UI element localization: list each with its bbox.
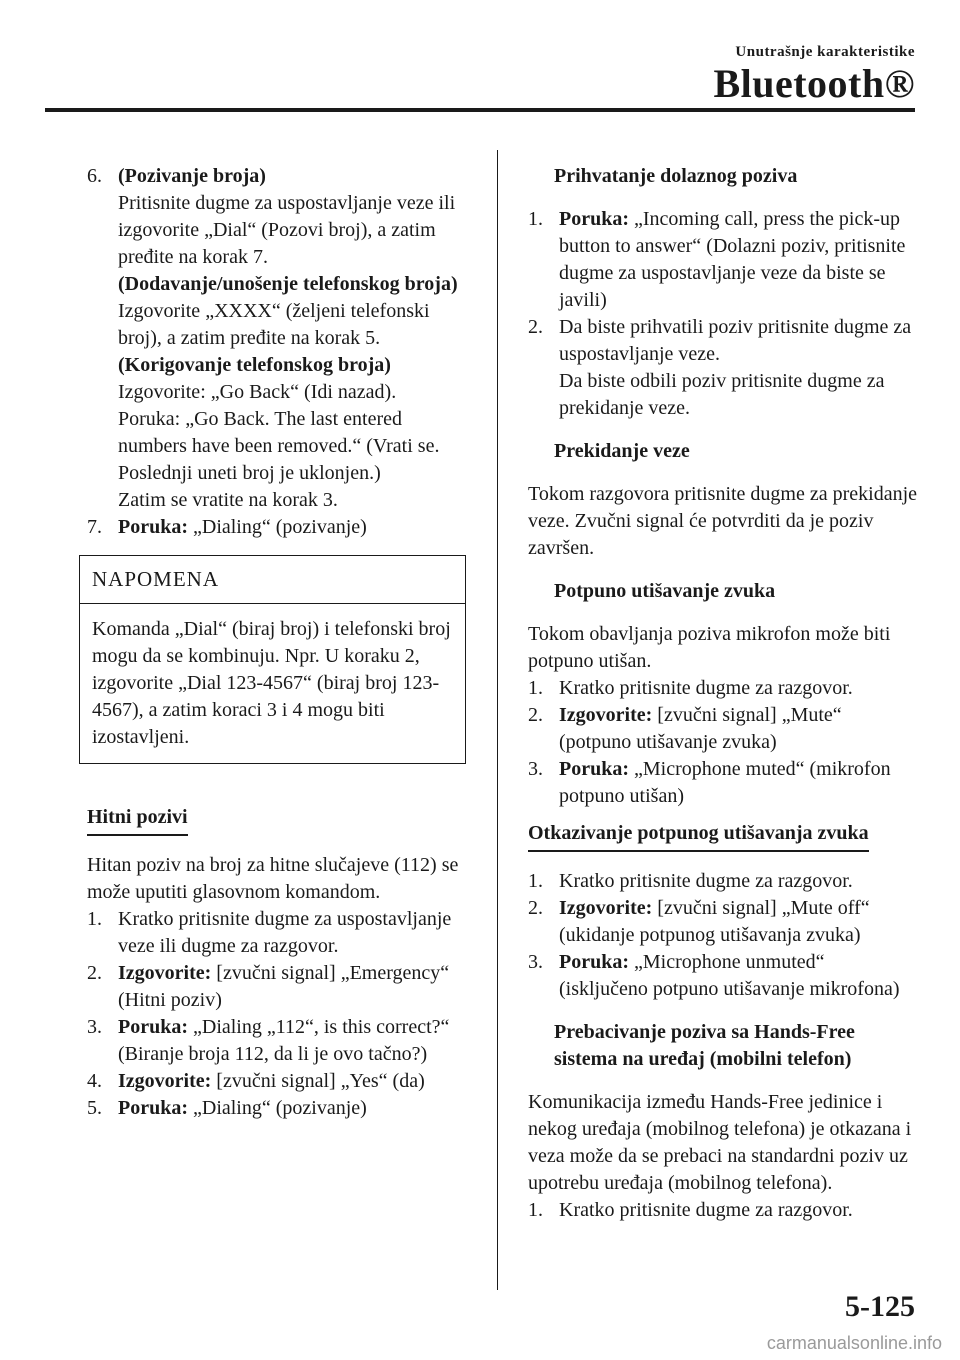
step-number: 1.	[528, 870, 543, 892]
incoming-steps	[528, 206, 918, 368]
step-label: Izgovorite:	[118, 1070, 212, 1092]
step-number: 1.	[528, 208, 543, 230]
note-title: NAPOMENA	[80, 556, 465, 604]
mute-steps	[528, 675, 918, 810]
emergency-section	[87, 804, 472, 1122]
header-rule	[45, 108, 915, 112]
step-text: Kratko pritisnite dugme za razgovor.	[559, 870, 853, 892]
list-item	[87, 1014, 472, 1068]
section-text: Tokom razgovora pritisnite dugme za prekidanje veze. Zvučni signal će potvrditi da je poziv završen.	[528, 483, 918, 559]
incoming-section	[528, 163, 918, 422]
step-text: [zvučni signal] „Mute off“ (ukidanje potpunog utišavanja zvuka)	[559, 897, 870, 946]
left-column	[87, 163, 472, 1122]
list-item	[528, 868, 918, 895]
step-number: 6.	[87, 165, 102, 187]
step-text: Izgovorite „XXXX“ (željeni telefonski broj), a zatim pređite na korak 5.	[118, 300, 430, 349]
right-column	[528, 163, 918, 1224]
step-number: 3.	[528, 758, 543, 780]
list-item	[528, 949, 918, 1003]
step-text: [zvučni signal] „Emergency“ (Hitni poziv)	[118, 962, 450, 1011]
list-item	[87, 906, 472, 960]
note-text: Komanda „Dial“ (biraj broj) i telefonski broj mogu da se kombinuju. Npr. U koraku 2, izgovorite „Dial 123-4567“ (biraj broj 123-4567), a zatim koraci 3 i 4 mogu biti izostavljeni.	[92, 618, 451, 748]
step-7	[87, 514, 472, 541]
step-text: „Dialing“ (pozivanje)	[193, 1097, 367, 1119]
mute-section	[528, 578, 918, 810]
step-number: 2.	[528, 897, 543, 919]
list-item	[528, 895, 918, 949]
step-subheading: (Korigovanje telefonskog broja)	[118, 354, 391, 376]
section-text: Komunikacija između Hands-Free jedinice i nekog uređaja (mobilnog telefona) je otkazana i veza može da se prebaci na standardni poziv uz upotrebu uređaja (mobilnog telefona).	[528, 1091, 912, 1194]
emergency-steps	[87, 906, 472, 1122]
step-text: Zatim se vratite na korak 3.	[118, 489, 338, 511]
list-item	[528, 675, 918, 702]
step-number: 1.	[528, 1199, 543, 1221]
step-label: Izgovorite:	[559, 897, 653, 919]
step-text: „Dialing“ (pozivanje)	[193, 516, 367, 538]
list-item	[528, 206, 918, 314]
step-label: Poruka:	[559, 208, 629, 230]
hangup-section	[528, 438, 918, 562]
unmute-section	[528, 820, 918, 1003]
list-item	[528, 756, 918, 810]
step-number: 3.	[528, 951, 543, 973]
step-extra-text: Da biste odbili poziv pritisnite dugme za prekidanje veze.	[559, 370, 885, 419]
header-section: Unutrašnje karakteristike	[735, 44, 915, 60]
step-subheading: (Pozivanje broja)	[118, 165, 266, 187]
step-text: „Microphone muted“ (mikrofon potpuno utišan)	[559, 758, 891, 807]
step-number: 2.	[528, 316, 543, 338]
step-number: 2.	[528, 704, 543, 726]
step-label: Poruka:	[118, 516, 188, 538]
step-text: Pritisnite dugme za uspostavljanje veze ili izgovorite „Dial“ (Pozovi broj), a zatim pređite na korak 7.	[118, 192, 456, 268]
step-label: Poruka:	[118, 1016, 188, 1038]
section-heading: Prihvatanje dolaznog poziva	[554, 165, 798, 187]
list-item	[528, 1197, 918, 1224]
step-label: Poruka:	[559, 758, 629, 780]
step-number: 1.	[87, 908, 102, 930]
step-label: Poruka:	[559, 951, 629, 973]
step-number: 7.	[87, 516, 102, 538]
page-number: 5-125	[845, 1290, 915, 1323]
step-number: 2.	[87, 962, 102, 984]
step-number: 3.	[87, 1016, 102, 1038]
note-box	[79, 555, 466, 764]
section-heading: Otkazivanje potpunog utišavanja zvuka	[528, 820, 869, 852]
step-6	[87, 163, 472, 514]
step-label: Poruka:	[118, 1097, 188, 1119]
step-text: Kratko pritisnite dugme za razgovor.	[559, 677, 853, 699]
step-text: „Incoming call, press the pick-up button to answer“ (Dolazni poziv, pritisnite dugme za uspostavljanje veze da biste se javili)	[559, 208, 906, 311]
transfer-steps	[528, 1197, 918, 1224]
list-item	[87, 960, 472, 1014]
section-heading: Hitni pozivi	[87, 804, 188, 836]
step-text: Da biste prihvatili poziv pritisnite dugme za uspostavljanje veze.	[559, 316, 912, 365]
section-heading: Prekidanje veze	[554, 440, 690, 462]
list-item	[528, 702, 918, 756]
step-text: [zvučni signal] „Yes“ (da)	[216, 1070, 425, 1092]
section-intro: Hitan poziv na broj za hitne slučajeve (112) se može uputiti glasovnom komandom.	[87, 854, 459, 903]
step-text: [zvučni signal] „Mute“ (potpuno utišavanje zvuka)	[559, 704, 842, 753]
column-divider	[497, 150, 498, 1290]
step-text: Kratko pritisnite dugme za razgovor.	[559, 1199, 853, 1221]
step-label: Izgovorite:	[118, 962, 212, 984]
section-heading: Prebacivanje poziva sa Hands-Free sistema na uređaj (mobilni telefon)	[554, 1021, 855, 1070]
step-number: 1.	[528, 677, 543, 699]
step-text: Izgovorite: „Go Back“ (Idi nazad).	[118, 381, 397, 403]
step-number: 5.	[87, 1097, 102, 1119]
step-text: „Microphone unmuted“ (isključeno potpuno utišavanje mikrofona)	[559, 951, 900, 1000]
unmute-steps	[528, 868, 918, 1003]
step-number: 4.	[87, 1070, 102, 1092]
step-text: Poruka: „Go Back. The last entered numbers have been removed.“ (Vrati se. Poslednji uneti broj je uklonjen.)	[118, 408, 440, 484]
step-label: Izgovorite:	[559, 704, 653, 726]
list-item	[528, 314, 918, 368]
header-title: Bluetooth®	[713, 61, 915, 106]
section-heading: Potpuno utišavanje zvuka	[554, 580, 776, 602]
step-text: Kratko pritisnite dugme za uspostavljanje veze ili dugme za razgovor.	[118, 908, 452, 957]
section-text: Tokom obavljanja poziva mikrofon može biti potpuno utišan.	[528, 623, 891, 672]
list-item	[87, 1068, 472, 1095]
watermark: carmanualsonline.info	[766, 1333, 942, 1353]
list-item	[87, 1095, 472, 1122]
step-text: „Dialing „112“, is this correct?“ (Biranje broja 112, da li je ovo tačno?)	[118, 1016, 450, 1065]
transfer-section	[528, 1019, 918, 1224]
step-subheading: (Dodavanje/unošenje telefonskog broja)	[118, 273, 458, 295]
